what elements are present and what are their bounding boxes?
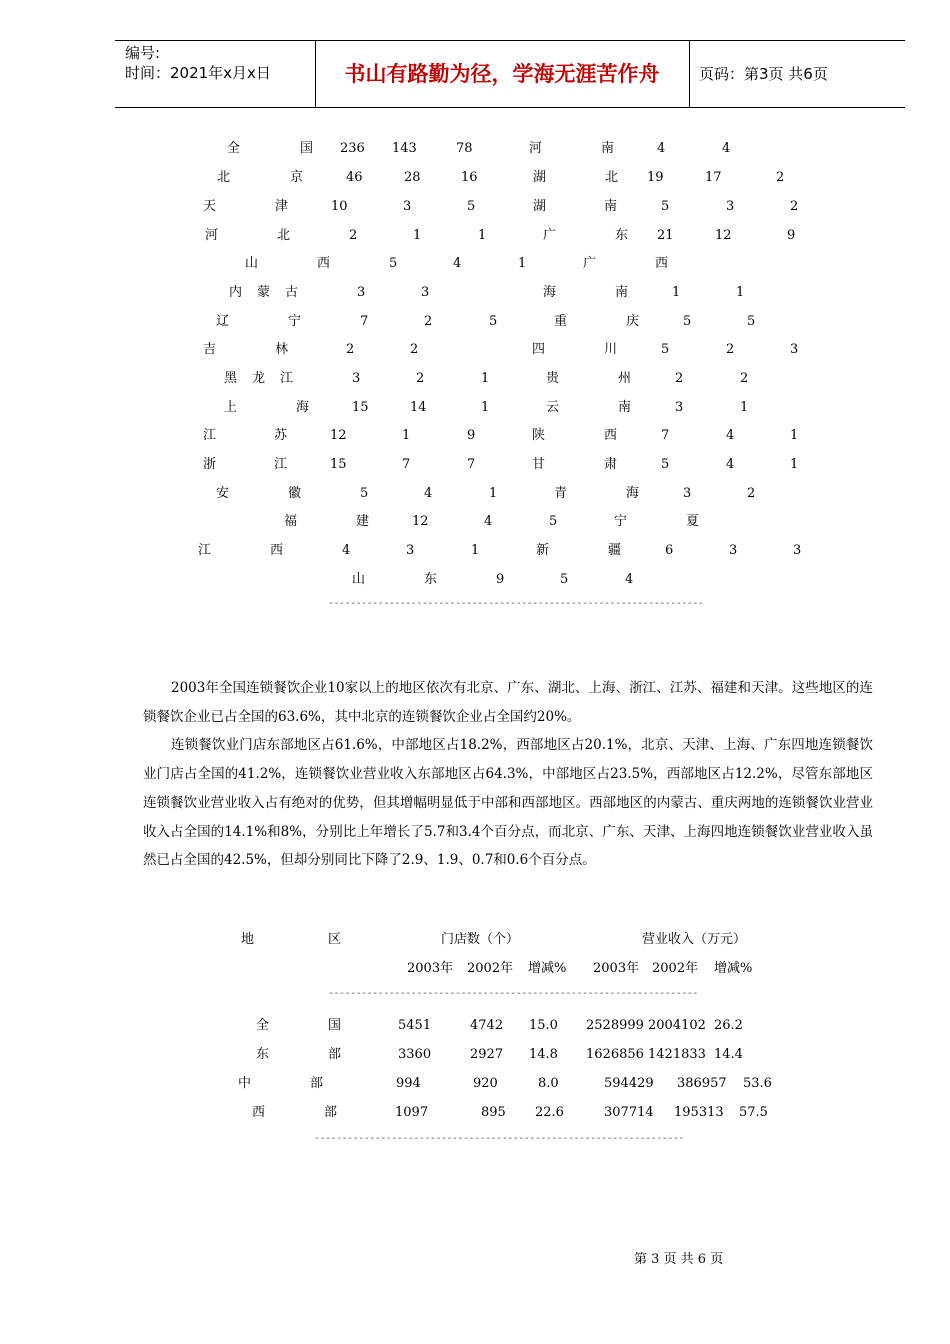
table-cell: 1 <box>471 543 480 558</box>
table-cell: 1 <box>518 256 527 271</box>
table-cell: 中 <box>238 1076 252 1091</box>
header-meta <box>115 41 316 107</box>
table-cell: 5 <box>360 486 369 501</box>
table-header-cell: 营业收入（万元） <box>642 932 747 947</box>
table-cell: 5 <box>489 314 498 329</box>
table-cell: 部 <box>324 1105 338 1120</box>
table-cell: 3 <box>726 199 735 214</box>
table-cell: 15 <box>330 457 347 472</box>
page-footer: 第 3 页 共 6 页 <box>634 1252 724 1267</box>
table-cell: 10 <box>331 199 348 214</box>
table-cell: 林 <box>275 342 289 357</box>
table-cell: 国 <box>300 141 314 156</box>
table-cell: 云 <box>546 400 560 415</box>
table-cell: 5451 <box>398 1018 432 1033</box>
table-cell: 7 <box>467 457 476 472</box>
table-cell: 江 <box>280 371 294 386</box>
table-cell: 4 <box>726 428 735 443</box>
table-cell: 新 <box>536 543 550 558</box>
table-cell: 2004102 <box>648 1018 706 1033</box>
table-cell: 1097 <box>395 1105 429 1120</box>
table-cell: 14.8 <box>529 1047 558 1062</box>
table-cell: 徽 <box>288 486 302 501</box>
table-cell: 4 <box>625 572 634 587</box>
table-cell: 2 <box>416 371 425 386</box>
table-cell: 肃 <box>604 457 618 472</box>
table-cell: 江 <box>274 457 288 472</box>
table-cell: 东 <box>615 228 629 243</box>
table-cell: 1 <box>481 371 490 386</box>
table-cell: 京 <box>290 170 304 185</box>
table-cell: 龙 <box>252 371 266 386</box>
table-cell: 4 <box>722 141 731 156</box>
table-cell: 东 <box>256 1047 270 1062</box>
table-cell: 3 <box>357 285 366 300</box>
serial-number-label: 编号: <box>125 44 161 62</box>
table-cell: 4742 <box>470 1018 504 1033</box>
table-cell: 3 <box>403 199 412 214</box>
table-cell: 吉 <box>203 342 217 357</box>
table-cell: 蒙 <box>257 285 271 300</box>
table-cell: 6 <box>665 543 674 558</box>
table-cell: 1 <box>736 285 745 300</box>
table-cell: 21 <box>657 228 674 243</box>
table-cell: 北 <box>277 228 291 243</box>
table-cell: 海 <box>626 486 640 501</box>
table-cell: 9 <box>496 572 505 587</box>
table-cell: 4 <box>657 141 666 156</box>
table-cell: 14.4 <box>714 1047 743 1062</box>
bottom-table-header-rule: ------------------------------------------------------------------- <box>328 988 698 999</box>
table-cell: 海 <box>296 400 310 415</box>
table-cell: 河 <box>529 141 543 156</box>
table-cell: 2528999 <box>586 1018 644 1033</box>
table-cell: 26.2 <box>714 1018 743 1033</box>
table-cell: 1 <box>478 228 487 243</box>
table-cell: 14 <box>410 400 427 415</box>
date-label: 时间：2021年x月x日 <box>125 64 271 82</box>
table-cell: 1 <box>672 285 681 300</box>
table-cell: 4 <box>424 486 433 501</box>
table-cell: 川 <box>604 342 618 357</box>
table-cell: 2 <box>424 314 433 329</box>
table-subheader-cell: 2003年 <box>593 961 640 976</box>
paragraph: 2003年全国连锁餐饮企业10家以上的地区依次有北京、广东、湖北、上海、浙江、江苏、福建和天津。这些地区的连锁餐饮企业已占全国的63.6%，其中北京的连锁餐饮企业占全国约20%。 <box>143 680 873 725</box>
table-cell: 建 <box>356 514 370 529</box>
table-cell: 西 <box>604 428 618 443</box>
bottom-table-rule: ------------------------------------------------------------------- <box>314 1133 684 1144</box>
table-cell: 四 <box>532 342 546 357</box>
table-cell: 青 <box>554 486 568 501</box>
table-cell: 北 <box>217 170 231 185</box>
table-cell: 3360 <box>398 1047 432 1062</box>
table-cell: 内 <box>229 285 243 300</box>
table-cell: 部 <box>328 1047 342 1062</box>
table-cell: 天 <box>203 199 217 214</box>
table-cell: 4 <box>726 457 735 472</box>
table-cell: 夏 <box>686 514 700 529</box>
table-cell: 北 <box>605 170 619 185</box>
table-cell: 全 <box>256 1018 270 1033</box>
table-cell: 西 <box>270 543 284 558</box>
table-cell: 全 <box>227 141 241 156</box>
table-cell: 17 <box>705 170 722 185</box>
table-cell: 1 <box>413 228 422 243</box>
table-cell: 920 <box>473 1076 498 1091</box>
table-cell: 1421833 <box>648 1047 706 1062</box>
paragraph: 连锁餐饮业门店东部地区占61.6%，中部地区占18.2%，西部地区占20.1%，北京、天津、上海、广东四地连锁餐饮业门店占全国的41.2%，连锁餐饮业营业收入东部地区占64.3%，中部地区占23.5%，西部地区占12.2%，尽管东部地区连锁餐饮业营业收入占有绝对的优势，但其增幅明显低于中部和西部地区。西部地区的内蒙古、重庆两地的连锁餐饮业营业收入占全国的14.1%和8%，分别比上年增长了5.7和3.4个百分点，而北京、广东、天津、上海四地连锁餐饮业营业收入虽然已占全国的42.5%，但却分别同比下降了2.9、1.9、0.7和0.6个百分点。 <box>143 737 873 869</box>
table-cell: 4 <box>342 543 351 558</box>
table-cell: 河 <box>205 228 219 243</box>
table-cell: 浙 <box>203 457 217 472</box>
table-cell: 9 <box>787 228 796 243</box>
table-cell: 甘 <box>532 457 546 472</box>
table-cell: 994 <box>396 1076 421 1091</box>
table-cell: 5 <box>661 342 670 357</box>
table-cell: 7 <box>402 457 411 472</box>
table-cell: 江 <box>198 543 212 558</box>
table-cell: 苏 <box>274 428 288 443</box>
table-cell: 2 <box>776 170 785 185</box>
table-cell: 3 <box>683 486 692 501</box>
table-cell: 2 <box>790 199 799 214</box>
table-cell: 1 <box>740 400 749 415</box>
table-cell: 疆 <box>608 543 622 558</box>
table-cell: 28 <box>404 170 421 185</box>
table-cell: 4 <box>484 514 493 529</box>
table-cell: 2 <box>675 371 684 386</box>
table-cell: 庆 <box>626 314 640 329</box>
table-cell: 南 <box>604 199 618 214</box>
table-cell: 307714 <box>604 1105 654 1120</box>
table-cell: 195313 <box>674 1105 724 1120</box>
table-subheader-cell: 2003年 <box>407 961 454 976</box>
table-cell: 594429 <box>604 1076 654 1091</box>
table-cell: 5 <box>661 457 670 472</box>
table-cell: 3 <box>352 371 361 386</box>
table-cell: 州 <box>618 371 632 386</box>
table-cell: 津 <box>275 199 289 214</box>
table-cell: 江 <box>203 428 217 443</box>
table-cell: 广 <box>543 228 557 243</box>
table-cell: 山 <box>352 572 366 587</box>
table-cell: 2927 <box>470 1047 504 1062</box>
table-cell: 广 <box>583 256 597 271</box>
table-cell: 2 <box>410 342 419 357</box>
header-page-number: 页码：第3页 共6页 <box>699 65 828 83</box>
table-header-cell: 区 <box>328 932 342 947</box>
table-cell: 895 <box>481 1105 506 1120</box>
table-cell: 1 <box>790 457 799 472</box>
table-cell: 海 <box>543 285 557 300</box>
table-cell: 236 <box>340 141 365 156</box>
table-cell: 19 <box>647 170 664 185</box>
table-cell: 5 <box>389 256 398 271</box>
table-cell: 1 <box>790 428 799 443</box>
table-cell: 宁 <box>614 514 628 529</box>
table-subheader-cell: 2002年 <box>652 961 699 976</box>
table-cell: 1626856 <box>586 1047 644 1062</box>
table-cell: 3 <box>406 543 415 558</box>
table-subheader-cell: 2002年 <box>467 961 514 976</box>
table-cell: 4 <box>453 256 462 271</box>
table-cell: 15 <box>352 400 369 415</box>
table-cell: 1 <box>402 428 411 443</box>
table-cell: 辽 <box>216 314 230 329</box>
table-cell: 2 <box>747 486 756 501</box>
table-cell: 7 <box>661 428 670 443</box>
table-cell: 西 <box>252 1105 266 1120</box>
body-text <box>143 674 873 875</box>
table-cell: 53.6 <box>743 1076 772 1091</box>
table-cell: 南 <box>601 141 615 156</box>
table-cell: 湖 <box>533 170 547 185</box>
table-cell: 9 <box>467 428 476 443</box>
table-cell: 重 <box>554 314 568 329</box>
table-cell: 西 <box>317 256 331 271</box>
table-cell: 3 <box>790 342 799 357</box>
table-cell: 1 <box>481 400 490 415</box>
table-cell: 143 <box>392 141 417 156</box>
table-subheader-cell: 增减% <box>714 961 753 976</box>
table-cell: 57.5 <box>739 1105 768 1120</box>
table-cell: 东 <box>424 572 438 587</box>
table-cell: 西 <box>655 256 669 271</box>
table-cell: 陕 <box>532 428 546 443</box>
table-cell: 南 <box>618 400 632 415</box>
table-cell: 福 <box>284 514 298 529</box>
page-header <box>115 40 905 108</box>
table-cell: 5 <box>467 199 476 214</box>
table-cell: 78 <box>456 141 473 156</box>
table-cell: 2 <box>349 228 358 243</box>
table-cell: 5 <box>661 199 670 214</box>
table-header-cell: 地 <box>241 932 255 947</box>
table-cell: 22.6 <box>535 1105 564 1120</box>
table-cell: 5 <box>747 314 756 329</box>
table-cell: 贵 <box>546 371 560 386</box>
table-cell: 386957 <box>677 1076 727 1091</box>
table-cell: 宁 <box>288 314 302 329</box>
table-cell: 16 <box>461 170 478 185</box>
table-header-cell: 门店数（个） <box>441 932 520 947</box>
table-cell: 5 <box>549 514 558 529</box>
table-cell: 12 <box>412 514 429 529</box>
table-cell: 山 <box>245 256 259 271</box>
table-cell: 12 <box>330 428 347 443</box>
table-cell: 湖 <box>533 199 547 214</box>
table-subheader-cell: 增减% <box>528 961 567 976</box>
table-cell: 部 <box>310 1076 324 1091</box>
table-cell: 3 <box>729 543 738 558</box>
table-cell: 7 <box>360 314 369 329</box>
table-cell: 5 <box>683 314 692 329</box>
table-cell: 2 <box>726 342 735 357</box>
table-cell: 12 <box>715 228 732 243</box>
header-motto: 书山有路勤为径，学海无涯苦作舟 <box>315 41 690 107</box>
table-cell: 安 <box>216 486 230 501</box>
table-cell: 古 <box>285 285 299 300</box>
table-cell: 3 <box>793 543 802 558</box>
table-cell: 南 <box>615 285 629 300</box>
table-cell: 46 <box>346 170 363 185</box>
table-cell: 2 <box>346 342 355 357</box>
table-cell: 5 <box>560 572 569 587</box>
table-cell: 3 <box>421 285 430 300</box>
table-cell: 15.0 <box>529 1018 558 1033</box>
top-table-rule: -------------------------------------------------------------------- <box>328 598 704 609</box>
table-cell: 国 <box>328 1018 342 1033</box>
table-cell: 1 <box>489 486 498 501</box>
table-cell: 3 <box>675 400 684 415</box>
table-cell: 2 <box>740 371 749 386</box>
table-cell: 8.0 <box>538 1076 559 1091</box>
table-cell: 黑 <box>224 371 238 386</box>
table-cell: 上 <box>224 400 238 415</box>
